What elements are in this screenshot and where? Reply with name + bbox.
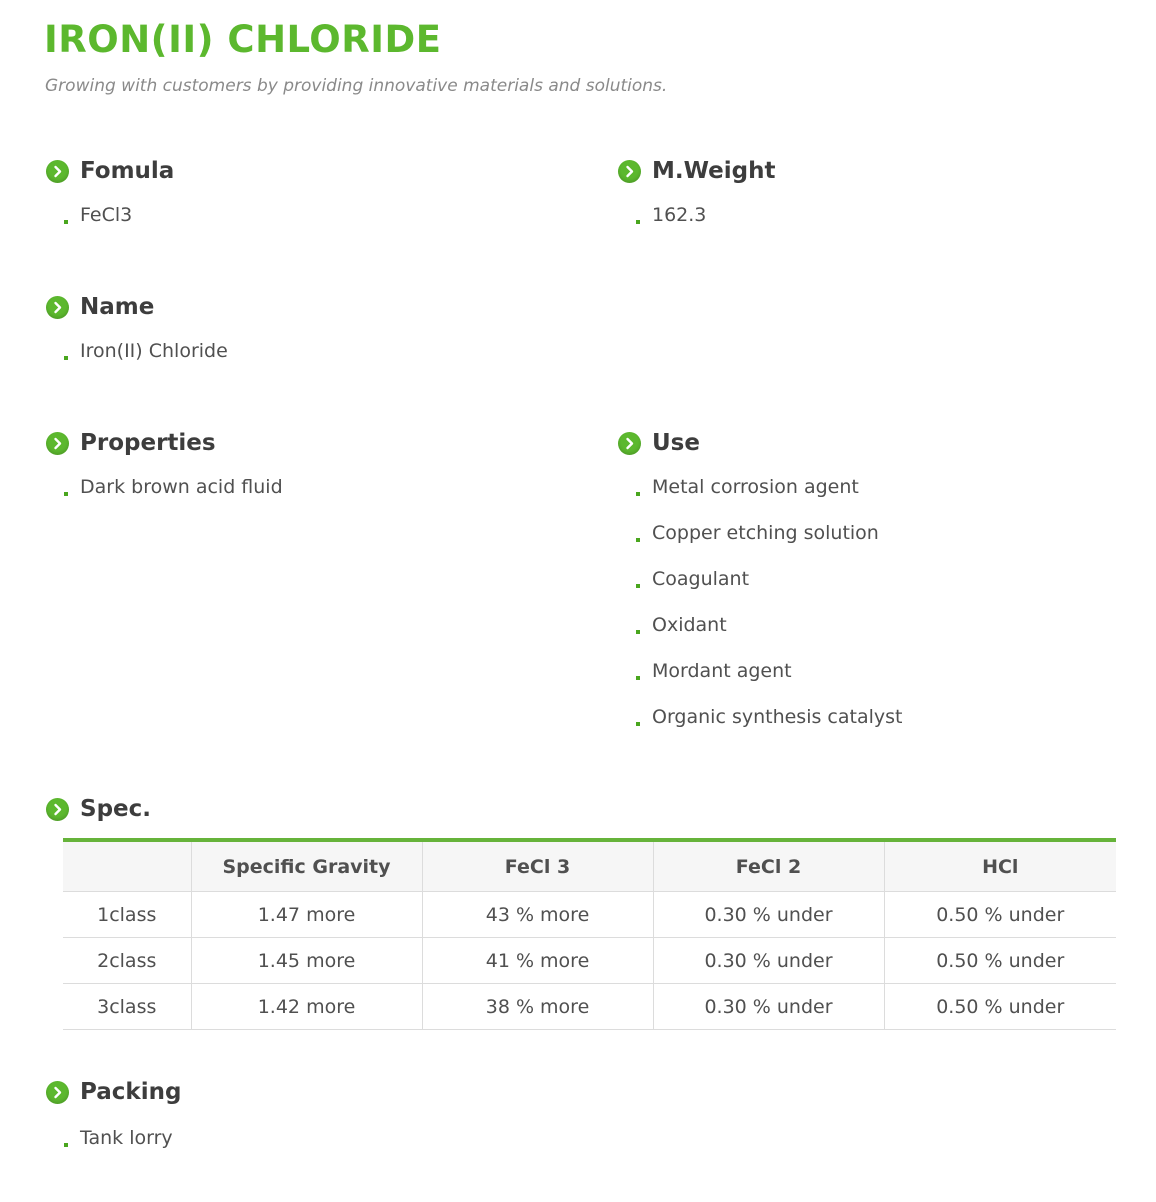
item-text: 162.3 [652,204,707,226]
formula-section [46,156,174,238]
table-cell: 38 % more [422,984,653,1030]
table-cell: 0.50 % under [884,892,1116,938]
section-heading: Fomula [80,158,175,184]
page-subtitle: Growing with customers by providing innovative materials and solutions. [45,76,668,96]
name-section [46,292,228,374]
properties-section [46,428,283,510]
list-item [46,192,174,238]
item-text: Mordant agent [652,660,792,682]
list-item [46,328,228,374]
bullet-icon [64,1143,68,1147]
bullet-icon [636,220,640,224]
list-item [618,648,902,694]
bullet-icon [64,356,68,360]
section-heading: Use [652,430,700,456]
table-cell: 43 % more [422,892,653,938]
bullet-icon [64,220,68,224]
weight-section [618,156,776,238]
table-cell: 41 % more [422,938,653,984]
list-item [618,556,902,602]
chevron-right-icon [46,798,69,821]
chevron-right-icon [46,432,69,455]
use-section [618,428,902,740]
section-heading: M.Weight [652,158,776,184]
table-header-row [63,840,1116,892]
page-title: IRON(II) CHLORIDE [44,18,442,61]
chevron-right-icon [46,1081,69,1104]
bullet-icon [636,492,640,496]
table-row [63,984,1116,1030]
packing-section [46,1077,181,1161]
item-text: Coagulant [652,568,750,590]
table-row [63,938,1116,984]
item-text: Oxidant [652,614,727,636]
section-heading: Name [80,294,155,320]
bullet-icon [636,538,640,542]
table-cell: 2class [63,938,191,984]
list-item [46,1115,181,1161]
item-text: Metal corrosion agent [652,476,859,498]
list-item [618,602,902,648]
bullet-icon [636,676,640,680]
chevron-right-icon [46,296,69,319]
list-item [46,464,283,510]
table-cell: 3class [63,984,191,1030]
column-header: FeCl 2 [653,840,884,892]
spec-section [46,794,151,824]
chevron-right-icon [618,432,641,455]
section-heading: Spec. [80,796,151,822]
column-header: HCl [884,840,1116,892]
table-cell: 1.47 more [191,892,422,938]
chevron-right-icon [46,160,69,183]
column-header [63,840,191,892]
table-cell: 0.50 % under [884,984,1116,1030]
table-cell: 1.42 more [191,984,422,1030]
table-cell: 1.45 more [191,938,422,984]
table-row [63,892,1116,938]
table-cell: 0.30 % under [653,892,884,938]
bullet-icon [636,584,640,588]
item-text: FeCl3 [80,204,133,226]
table-cell: 0.30 % under [653,938,884,984]
list-item [618,694,902,740]
item-text: Copper etching solution [652,522,879,544]
bullet-icon [636,630,640,634]
section-heading: Packing [80,1079,182,1105]
spec-table [63,838,1116,1030]
column-header: FeCl 3 [422,840,653,892]
table-cell: 0.50 % under [884,938,1116,984]
item-text: Tank lorry [80,1127,173,1149]
list-item [618,510,902,556]
item-text: Iron(II) Chloride [80,340,228,362]
table-cell: 0.30 % under [653,984,884,1030]
bullet-icon [64,492,68,496]
table-cell: 1class [63,892,191,938]
item-text: Organic synthesis catalyst [652,706,903,728]
item-text: Dark brown acid fluid [80,476,283,498]
column-header: Specific Gravity [191,840,422,892]
bullet-icon [636,722,640,726]
list-item [618,192,776,238]
section-heading: Properties [80,430,216,456]
chevron-right-icon [618,160,641,183]
list-item [618,464,902,510]
